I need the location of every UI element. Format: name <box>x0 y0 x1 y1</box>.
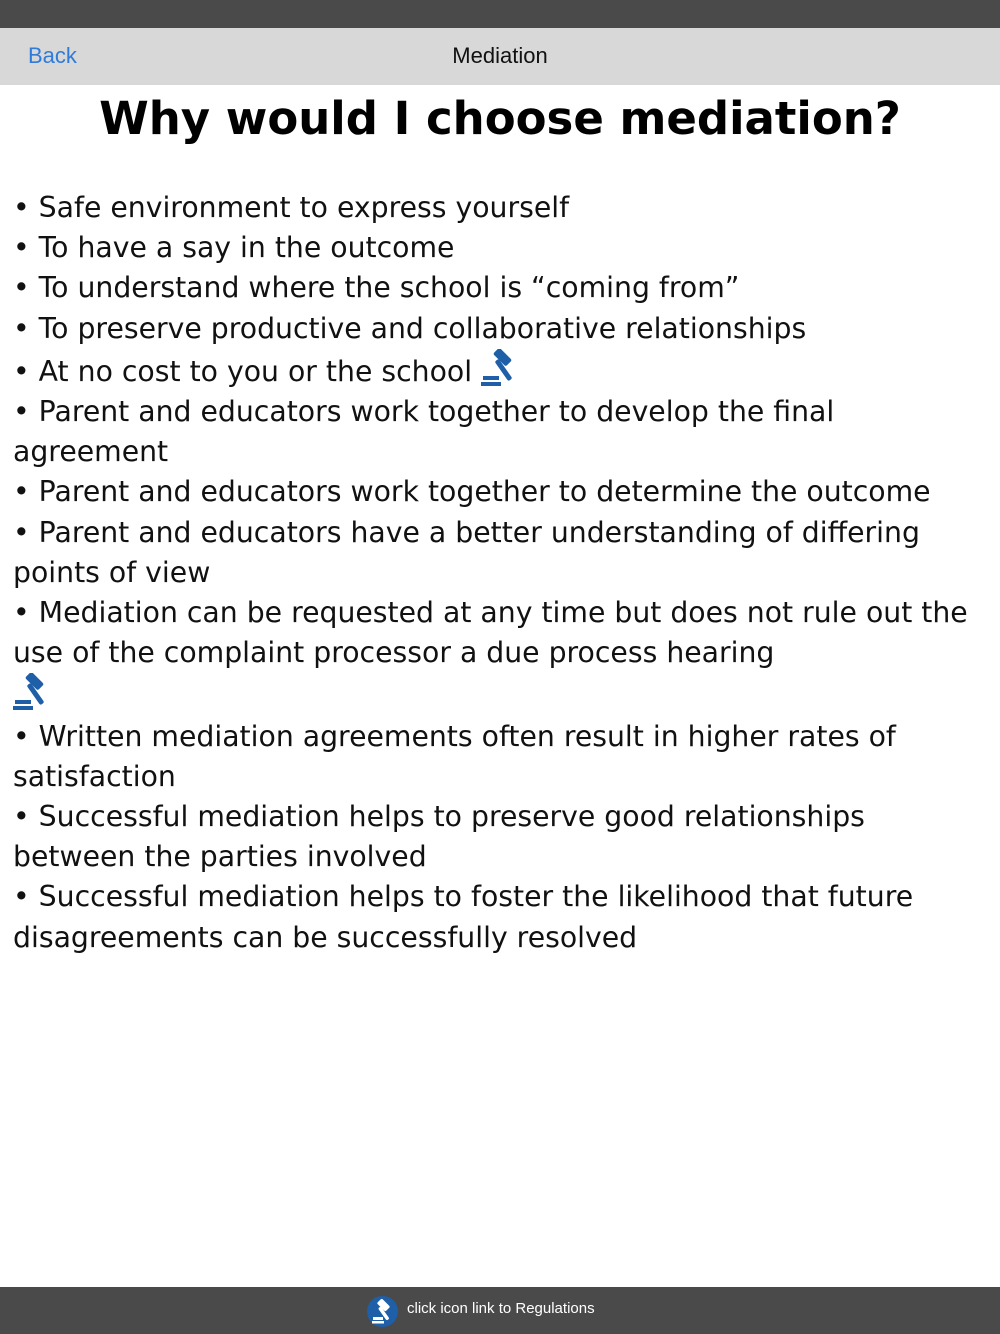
list-item: • Successful mediation helps to preserve good relationships between the parties involved <box>13 800 865 874</box>
list-item: • To understand where the school is “coming from” <box>13 271 740 305</box>
gavel-icon <box>13 673 53 711</box>
list-item: • Parent and educators work together to develop the final agreement <box>13 395 835 469</box>
list-item: • To preserve productive and collaborative relationships <box>13 311 807 345</box>
back-button[interactable]: Back <box>28 43 77 68</box>
regulations-gavel-link[interactable] <box>481 349 521 387</box>
content-heading: Why would I choose mediation? <box>99 92 901 145</box>
regulations-gavel-link[interactable] <box>13 673 53 711</box>
footer-hint: click icon link to Regulations <box>407 1300 595 1317</box>
list-item: • Parent and educators work together to determine the outcome <box>13 475 931 509</box>
footer-bar <box>0 1287 1000 1334</box>
reasons-list <box>13 188 988 958</box>
gavel-icon <box>481 349 521 387</box>
navigation-bar <box>0 28 1000 85</box>
page-title: Mediation <box>452 43 548 68</box>
list-item: • Mediation can be requested at any time but does not rule out the use of the complaint processor a due process hearing <box>13 593 988 717</box>
list-item: • Written mediation agreements often result in higher rates of satisfaction <box>13 719 896 793</box>
status-bar <box>0 0 1000 28</box>
gavel-icon <box>367 1296 398 1327</box>
list-item: • To have a say in the outcome <box>13 231 455 265</box>
list-item: • At no cost to you or the school <box>13 349 988 392</box>
list-item: • Safe environment to express yourself <box>13 191 570 224</box>
list-item: • Successful mediation helps to foster the likelihood that future disagreements can be successfully resolved <box>13 880 914 954</box>
list-item: • Parent and educators have a better understanding of differing points of view <box>13 515 920 589</box>
